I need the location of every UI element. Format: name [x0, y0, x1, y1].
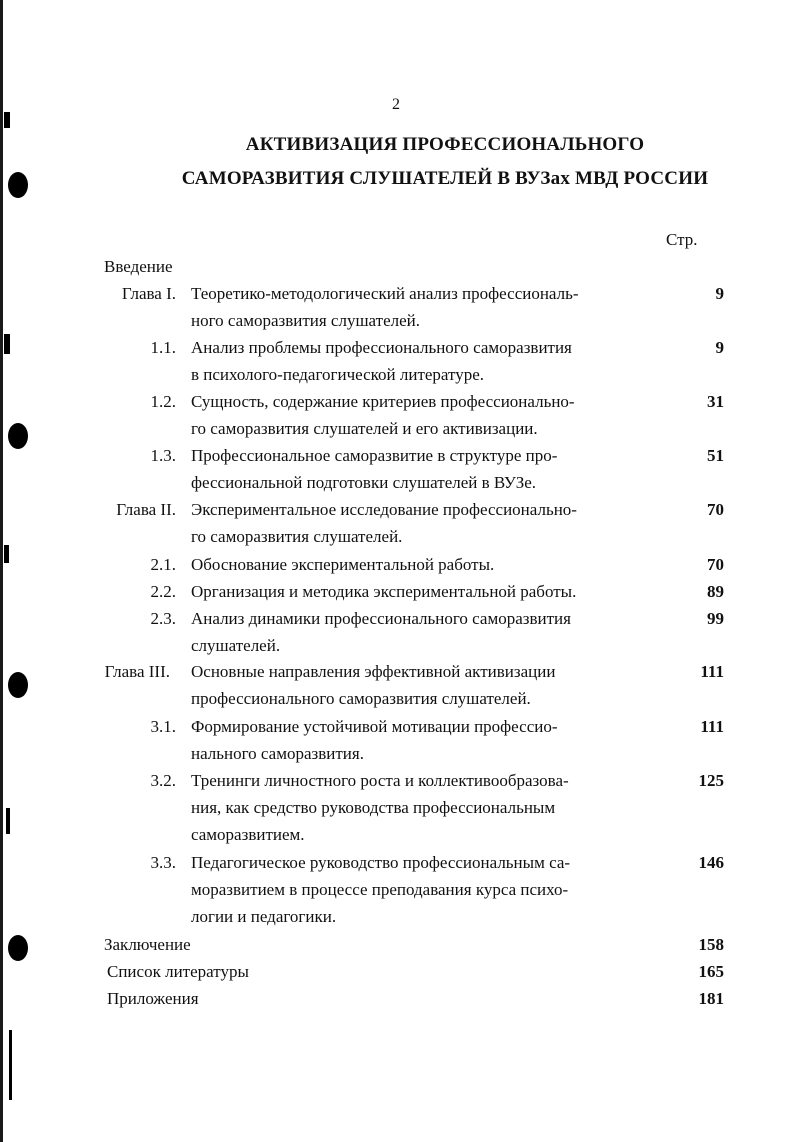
toc-entry-page: 9: [715, 338, 724, 357]
punch-hole: [8, 935, 28, 961]
toc-entry-title-line: нального саморазвития.: [191, 744, 364, 763]
page-column-header: Стр.: [666, 230, 698, 249]
toc-entry-title-line: Основные направления эффективной активизации: [191, 662, 556, 681]
punch-hole: [8, 672, 28, 698]
toc-entry-page: 70: [707, 555, 724, 574]
toc-entry-number: 1.2.: [150, 392, 176, 411]
toc-entry-title-line: логии и педагогики.: [191, 907, 337, 926]
toc-entry-page: 31: [707, 392, 724, 411]
page-number: 2: [392, 96, 400, 113]
toc-entry-number: 1.1.: [150, 338, 176, 357]
toc-entry-title-line: ного саморазвития слушателей.: [191, 311, 421, 330]
toc-entry-number: Глава II.: [116, 500, 176, 519]
punch-hole: [8, 423, 28, 449]
toc-entry-page: 9: [715, 284, 724, 303]
toc-entry-number: Глава I.: [121, 284, 176, 303]
toc-entry-title-line: Профессиональное саморазвитие в структуре про-: [191, 446, 558, 465]
toc-entry-title-line: Сущность, содержание критериев профессионально-: [191, 392, 575, 411]
toc-entry-title-line: го саморазвития слушателей и его активизации.: [191, 419, 538, 438]
toc-entry-number: 2.3.: [150, 609, 176, 628]
toc-entry-title-line: в психолого-педагогической литературе.: [191, 365, 485, 384]
toc-entry-page: 111: [700, 717, 724, 736]
toc-entry-title-line: Экспериментальное исследование профессионально-: [191, 500, 577, 519]
end-matter-label: Заключение: [104, 935, 191, 954]
document-title-line-2: САМОРАЗВИТИЯ СЛУШАТЕЛЕЙ В ВУЗах МВД РОССИИ: [181, 168, 709, 189]
toc-entry-number: 2.2.: [150, 582, 176, 601]
toc-entry-title-line: Анализ проблемы профессионального саморазвития: [191, 338, 572, 357]
toc-entry-title-line: моразвитием в процессе преподавания курса психо-: [191, 880, 569, 899]
toc-entry-number: 1.3.: [150, 446, 176, 465]
toc-entry-title-line: Тренинги личностного роста и коллективообразова-: [191, 771, 569, 790]
toc-entry-number: 3.3.: [150, 853, 176, 872]
toc-entry-title-line: Теоретико-методологический анализ профессиональ-: [191, 284, 579, 303]
toc-entry-page: 51: [707, 446, 724, 465]
toc-entry-page: 99: [707, 609, 724, 628]
scan-speck: [6, 808, 10, 834]
toc-entry-title-line: Формирование устойчивой мотивации профессио-: [191, 717, 558, 736]
toc-entry-page: 70: [707, 500, 724, 519]
toc-entry-number: 3.2.: [150, 771, 176, 790]
end-matter-page: 181: [698, 989, 724, 1008]
toc-entry-page: 146: [698, 853, 724, 872]
toc-entry-title-line: профессионального саморазвития слушателей.: [191, 689, 531, 708]
toc-entry-title-line: фессиональной подготовки слушателей в ВУЗе.: [191, 473, 537, 492]
toc-entry-title-line: слушателей.: [191, 636, 281, 655]
document-title-line-1: АКТИВИЗАЦИЯ ПРОФЕССИОНАЛЬНОГО: [245, 134, 645, 155]
scan-speck: [4, 334, 10, 354]
toc-entry-page: 125: [698, 771, 724, 790]
toc-entry-title-line: ния, как средство руководства профессиональным: [191, 798, 556, 817]
toc-entry-page: 111: [700, 662, 724, 681]
toc-entry-title-line: Анализ динамики профессионального саморазвития: [191, 609, 571, 628]
toc-entry-title-line: Организация и методика экспериментальной работы.: [191, 582, 577, 601]
toc-introduction: Введение: [104, 257, 173, 276]
toc-entry-title-line: саморазвитием.: [191, 825, 305, 844]
toc-entry-number: 3.1.: [150, 717, 176, 736]
end-matter-label: Список литературы: [107, 962, 249, 981]
toc-entry-number: Глава III.: [104, 662, 170, 681]
scan-speck: [9, 1030, 12, 1100]
scan-speck: [4, 545, 9, 563]
end-matter-page: 165: [698, 962, 724, 981]
toc-entry-title-line: Обоснование экспериментальной работы.: [191, 555, 495, 574]
end-matter-label: Приложения: [107, 989, 199, 1008]
toc-entry-title-line: го саморазвития слушателей.: [191, 527, 403, 546]
toc-entry-page: 89: [707, 582, 724, 601]
end-matter-page: 158: [698, 935, 724, 954]
toc-entry-title-line: Педагогическое руководство профессиональным са-: [191, 853, 571, 872]
scan-speck: [4, 112, 10, 128]
toc-entry-number: 2.1.: [150, 555, 176, 574]
